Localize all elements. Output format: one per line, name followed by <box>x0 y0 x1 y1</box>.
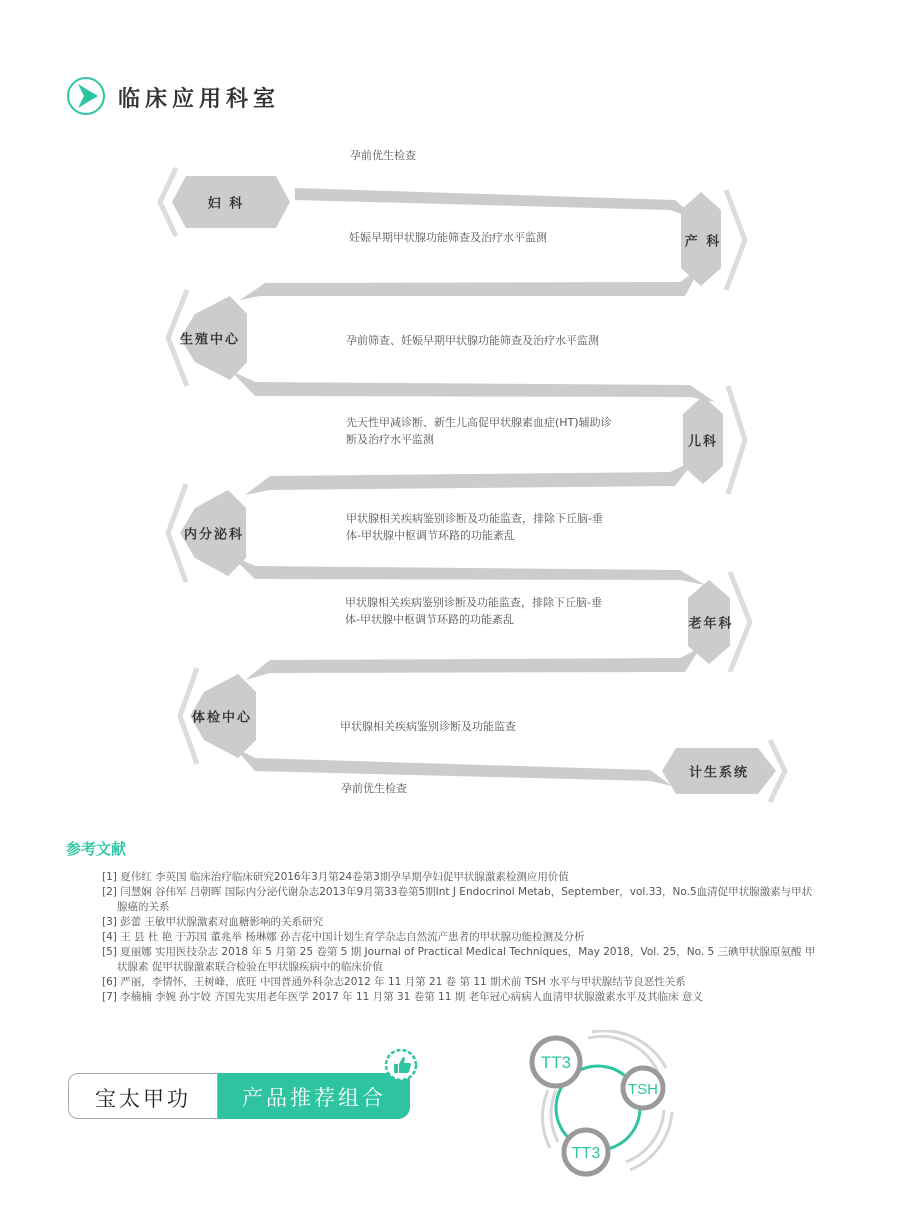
connector-7 <box>235 748 672 786</box>
dept-description: 孕前优生检查 <box>350 149 416 162</box>
dept-endocrinology: 内分泌科 <box>183 527 245 543</box>
reference-item: [6] 严丽，李情怀，王树峰，底旺 中国普通外科杂志2012 年 11 月第 21 卷 第 11 期术前 TSH 水平与甲状腺结节良恶性关系 <box>102 976 686 988</box>
references-heading: 参考文献 <box>66 840 127 858</box>
connector-2 <box>240 268 700 300</box>
tagline-box <box>218 1073 410 1119</box>
thumbs-up-icon <box>384 1048 418 1082</box>
dept-geriatrics: 老年科 <box>688 616 734 632</box>
connector-3 <box>230 370 715 402</box>
connector-6 <box>245 648 700 680</box>
reference-item: [2] 闫慧娴 谷伟军 吕朝晖 国际内分泌代谢杂志2013年9月第33卷第5期Int J Endocrinol Metab，September，vol.33，No.5血清促甲状腺激素与甲状腺癌的关系 <box>102 886 813 913</box>
dept-gynecology: 妇 科 <box>207 196 245 212</box>
hormone-node-2 <box>623 1068 663 1108</box>
dept-description: 甲状腺相关疾病鉴别诊断及功能监查，排除下丘脑-垂 体-甲状腺中枢调节环路的功能紊乱 <box>345 596 602 626</box>
dept-obstetrics: 产 科 <box>684 234 722 250</box>
dept-description: 孕前筛查、妊娠早期甲状腺功能筛查及治疗水平监测 <box>346 334 599 347</box>
reference-item: [1] 夏伟红 李英国 临床治疗临床研究2016年3月第24卷第3期孕早期孕妇促甲状腺激素检测应用价值 <box>102 871 569 883</box>
dept-pediatrics: 儿科 <box>687 434 719 450</box>
dept-description: 妊娠早期甲状腺功能筛查及治疗水平监测 <box>349 231 547 244</box>
reference-item: [7] 李楠楠 李婉 孙宇姣 齐国先实用老年医学 2017 年 11 月第 31 卷第 11 期 老年冠心病病人血清甲状腺激素水平及其临床 意义 <box>102 991 703 1003</box>
dept-description: 甲状腺相关疾病鉴别诊断及功能监查，排除下丘脑-垂 体-甲状腺中枢调节环路的功能紊乱 <box>346 512 603 542</box>
dept-description: 先天性甲减诊断、新生儿高促甲状腺素血症(HT)辅助诊 断及治疗水平监测 <box>346 416 612 446</box>
product-banner <box>68 1073 410 1119</box>
references-list <box>102 870 817 1005</box>
hormone-node-3 <box>564 1130 608 1174</box>
brand-name: 宝太甲功 <box>95 1087 191 1111</box>
flow-connectors <box>230 188 715 786</box>
reference-item: [5] 夏丽娜 实用医技杂志 2018 年 5 月第 25 卷第 5 期 Journal of Practical Medical Techniques，May 2018，Vol. 25，No. 5 三碘甲状腺原氨酸 甲状腺素 促甲状腺激素联合检验在甲状腺疾病中的临床价值 <box>102 946 816 973</box>
section-title: 临床应用科室 <box>118 87 281 112</box>
reference-item: [3] 彭蕾 王敏甲状腺激素对血糖影响的关系研究 <box>102 916 324 928</box>
reference-item: [4] 王 县 杜 艳 于苏国 董兆举 杨琳娜 孙吉花中国计划生育学杂志自然流产患者的甲状腺功能检测及分析 <box>102 931 585 943</box>
brand-box <box>68 1073 218 1119</box>
node-label: TT3 <box>540 1053 572 1072</box>
hormone-combination-diagram <box>518 1030 678 1180</box>
product-tagline: 产品推荐组合 <box>242 1086 386 1110</box>
connector-5 <box>230 555 705 585</box>
connector-4 <box>245 460 695 495</box>
dept-family-planning: 计生系统 <box>688 765 750 781</box>
dept-description: 孕前优生检查 <box>341 782 407 795</box>
node-label: TT3 <box>571 1145 601 1162</box>
dept-physical-exam: 体检中心 <box>191 710 253 726</box>
dept-description: 甲状腺相关疾病鉴别诊断及功能监查 <box>340 720 516 733</box>
hormone-node-1 <box>532 1038 580 1086</box>
dept-reproductive: 生殖中心 <box>179 332 241 348</box>
connector-1 <box>295 188 698 220</box>
node-label: TSH <box>628 1081 658 1098</box>
